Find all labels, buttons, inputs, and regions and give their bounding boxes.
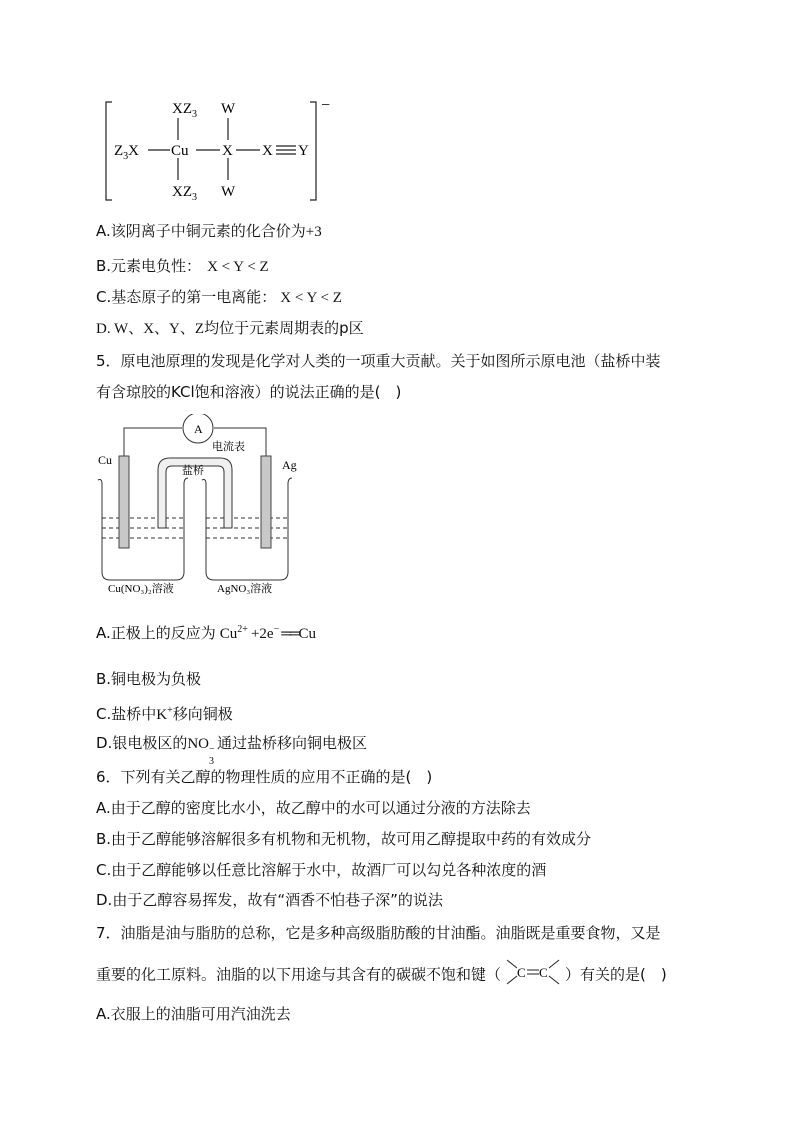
q6-stem: 6．下列有关乙醇的物理性质的应用不正确的是( ) xyxy=(96,768,433,786)
q5-option-a: A.正极上的反应为 $Cu^{2+} +2e^-$ ══ Cu xyxy=(96,624,316,642)
ammeter-label: 电流表 xyxy=(212,441,245,453)
atom-w-top: W xyxy=(221,101,236,117)
salt-bridge-label: 盐桥 xyxy=(182,465,204,477)
q6-option-a: A.由于乙醇的密度比水小，故乙醇中的水可以通过分液的方法除去 xyxy=(96,799,531,817)
atom-y: Y xyxy=(298,143,309,159)
q6-option-c: C.由于乙醇能够以任意比溶解于水中，故酒厂可以勾兑各种浓度的酒 xyxy=(96,861,547,879)
cc-double-bond-icon xyxy=(503,957,563,987)
atom-cu: Cu xyxy=(171,143,189,159)
q5-option-c: C.盐桥中K+移向铜极 xyxy=(96,705,233,723)
atom-z3x: $Z_3X$ xyxy=(114,143,140,162)
q4-option-d: D. W、X、Y、Z均位于元素周期表的p区 xyxy=(96,319,364,337)
q4-option-b: B.元素电负性： X < Y < Z xyxy=(96,257,269,275)
left-solution-label: Cu(NO₃)₂溶液 xyxy=(108,583,174,595)
cu-electrode xyxy=(119,456,129,548)
atom-x-right: X xyxy=(262,143,273,159)
q7-stem-line2: 重要的化工原料。油脂的以下用途与其含有的碳碳不饱和键（ C C ）有关的是( ) xyxy=(96,963,667,987)
cu-label: Cu xyxy=(98,453,113,467)
q6-option-b: B.由于乙醇能够溶解很多有机物和无机物，故可用乙醇提取中药的有效成分 xyxy=(96,830,592,848)
atom-x-mid: X xyxy=(222,143,233,159)
svg-text:C: C xyxy=(517,965,526,980)
q7-stem-line1: 7．油脂是油与脂肪的总称，它是多种高级脂肪酸的甘油酯。油脂既是重要食物，又是 xyxy=(96,924,661,942)
q5-stem-line1: 5．原电池原理的发现是化学对人类的一项重大贡献。关于如图所示原电池（盐桥中装 xyxy=(96,352,661,370)
right-solution-label: AgNO₃溶液 xyxy=(217,583,273,595)
galvanic-cell-figure xyxy=(92,414,312,596)
q5-stem-line2: 有含琼胶的KCl饱和溶液）的说法正确的是( ) xyxy=(96,383,402,401)
q5-option-b: B.铜电极为负极 xyxy=(96,670,202,688)
charge-label: − xyxy=(321,97,331,114)
q5-option-d: D.银电极区的NO − 3 通过盐桥移向铜电极区 xyxy=(96,734,368,767)
svg-text:C: C xyxy=(539,965,548,980)
ammeter-symbol: A xyxy=(194,422,203,436)
ag-label: Ag xyxy=(282,458,297,472)
q7-option-a: A.衣服上的油脂可用汽油洗去 xyxy=(96,1005,291,1023)
anion-structure-figure xyxy=(100,96,340,206)
ag-electrode xyxy=(261,456,271,548)
atom-xz3-bottom: $XZ_3$ xyxy=(172,184,197,203)
q4-option-a: A.该阴离子中铜元素的化合价为+3 xyxy=(96,222,322,240)
q6-option-d: D.由于乙醇容易挥发，故有“酒香不怕巷子深”的说法 xyxy=(96,891,443,909)
atom-xz3-top: $XZ_3$ xyxy=(172,101,197,120)
atom-w-bottom: W xyxy=(221,184,236,200)
q4-option-c: C.基态原子的第一电离能： X < Y < Z xyxy=(96,288,342,306)
